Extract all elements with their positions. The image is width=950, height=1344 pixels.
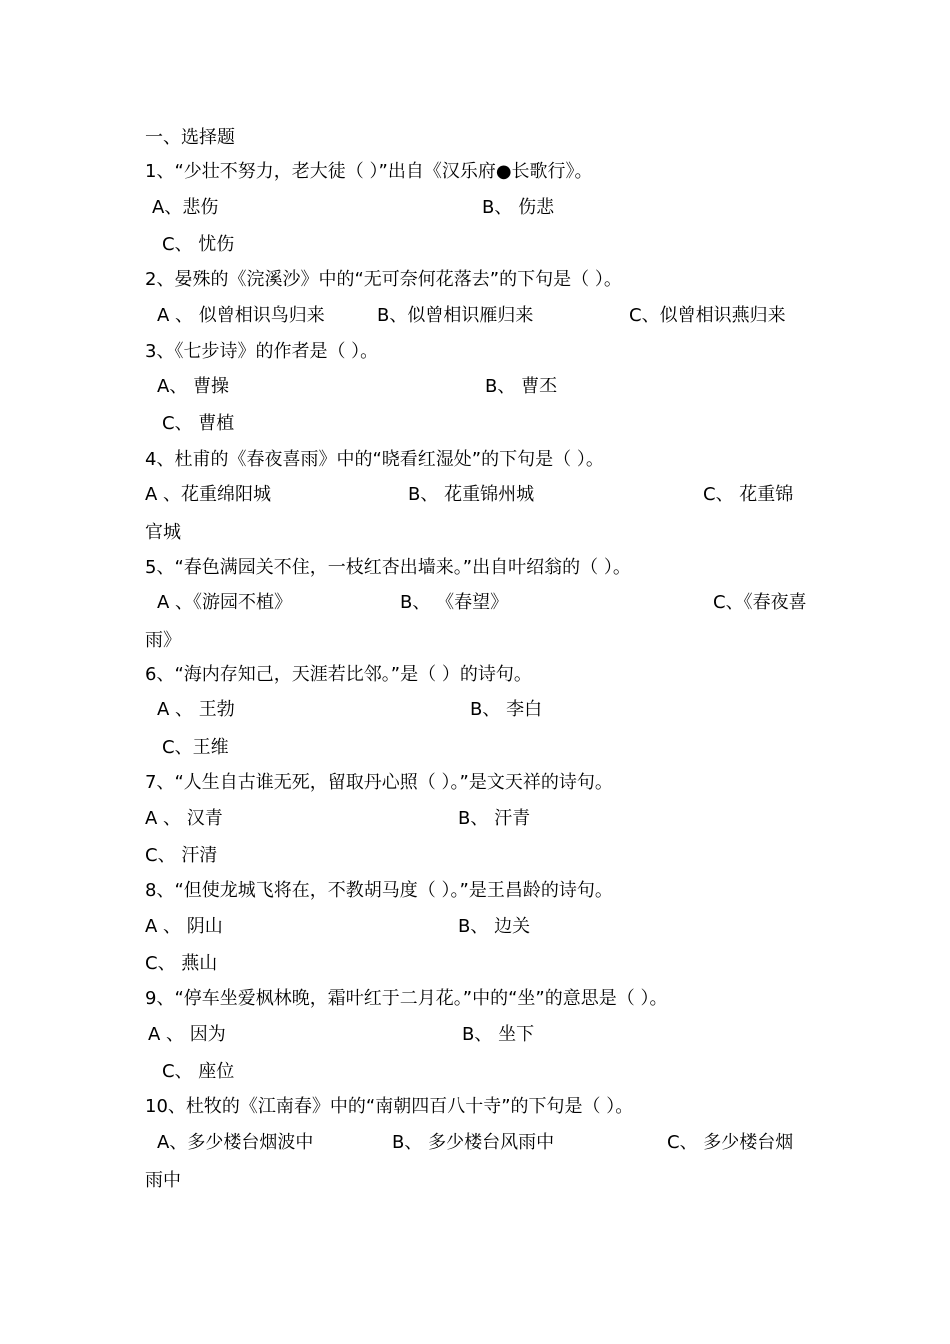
question-stem: 3、《七步诗》的作者是（ ）。	[145, 341, 379, 362]
option-b: B、似曾相识雁归来	[377, 305, 534, 326]
option-b: B、 多少楼台风雨中	[392, 1132, 555, 1153]
question-stem: 9、“停车坐爱枫林晚，霜叶红于二月花。”中的“坐”的意思是（ ）。	[145, 988, 668, 1009]
question-stem: 1、“少壮不努力，老大徒（ ）”出自《汉乐府●长歌行》。	[145, 161, 593, 182]
question-stem: 4、杜甫的《春夜喜雨》中的“晓看红湿处”的下句是（ ）。	[145, 449, 604, 470]
option-c-continued: 官城	[145, 522, 181, 543]
option-c-continued: 雨》	[145, 630, 181, 651]
option-b: B、 李白	[470, 699, 543, 720]
question-stem: 5、“春色满园关不住，一枝红杏出墙来。”出自叶绍翁的（ ）。	[145, 557, 631, 578]
option-a: A 、 汉青	[145, 808, 223, 829]
option-a: A、多少楼台烟波中	[157, 1132, 314, 1153]
option-c: C、 汗清	[145, 845, 218, 866]
option-b: B、 汗青	[458, 808, 531, 829]
option-c: C、 座位	[162, 1061, 235, 1082]
option-b: B、 花重锦州城	[408, 484, 535, 505]
option-b: B、 边关	[458, 916, 531, 937]
option-a: A、悲伤	[152, 197, 219, 218]
option-c: C、似曾相识燕归来	[629, 305, 786, 326]
question-stem: 8、“但使龙城飞将在，不教胡马度（ ）。”是王昌龄的诗句。	[145, 880, 613, 901]
option-b: B、 曹丕	[485, 376, 558, 397]
question-stem: 7、“人生自古谁无死，留取丹心照（ ）。”是文天祥的诗句。	[145, 772, 613, 793]
question-stem: 10、杜牧的《江南春》中的“南朝四百八十寺”的下句是（ ）。	[145, 1096, 634, 1117]
option-a: A 、 阴山	[145, 916, 223, 937]
option-a: A 、《游园不植》	[157, 592, 293, 613]
option-b: B、 伤悲	[482, 197, 555, 218]
option-c: C、王维	[162, 737, 229, 758]
option-c-continued: 雨中	[145, 1170, 181, 1191]
option-c: C、 曹植	[162, 413, 235, 434]
option-b: B、 《春望》	[400, 592, 509, 613]
option-b: B、 坐下	[462, 1024, 535, 1045]
option-c: C、 忧伤	[162, 234, 235, 255]
option-a: A 、 因为	[148, 1024, 226, 1045]
question-stem: 2、晏殊的《浣溪沙》中的“无可奈何花落去”的下句是（ ）。	[145, 269, 622, 290]
option-a: A、 曹操	[157, 376, 230, 397]
option-a: A 、 王勃	[157, 699, 235, 720]
option-a: A 、 似曾相识鸟归来	[157, 305, 325, 326]
option-a: A 、花重绵阳城	[145, 484, 272, 505]
option-c: C、 花重锦	[703, 484, 794, 505]
section-title: 一、选择题	[145, 127, 235, 148]
question-stem: 6、“海内存知己，天涯若比邻。”是（ ）的诗句。	[145, 664, 532, 685]
option-c: C、 多少楼台烟	[667, 1132, 794, 1153]
option-c: C、《春夜喜	[713, 592, 807, 613]
option-c: C、 燕山	[145, 953, 218, 974]
